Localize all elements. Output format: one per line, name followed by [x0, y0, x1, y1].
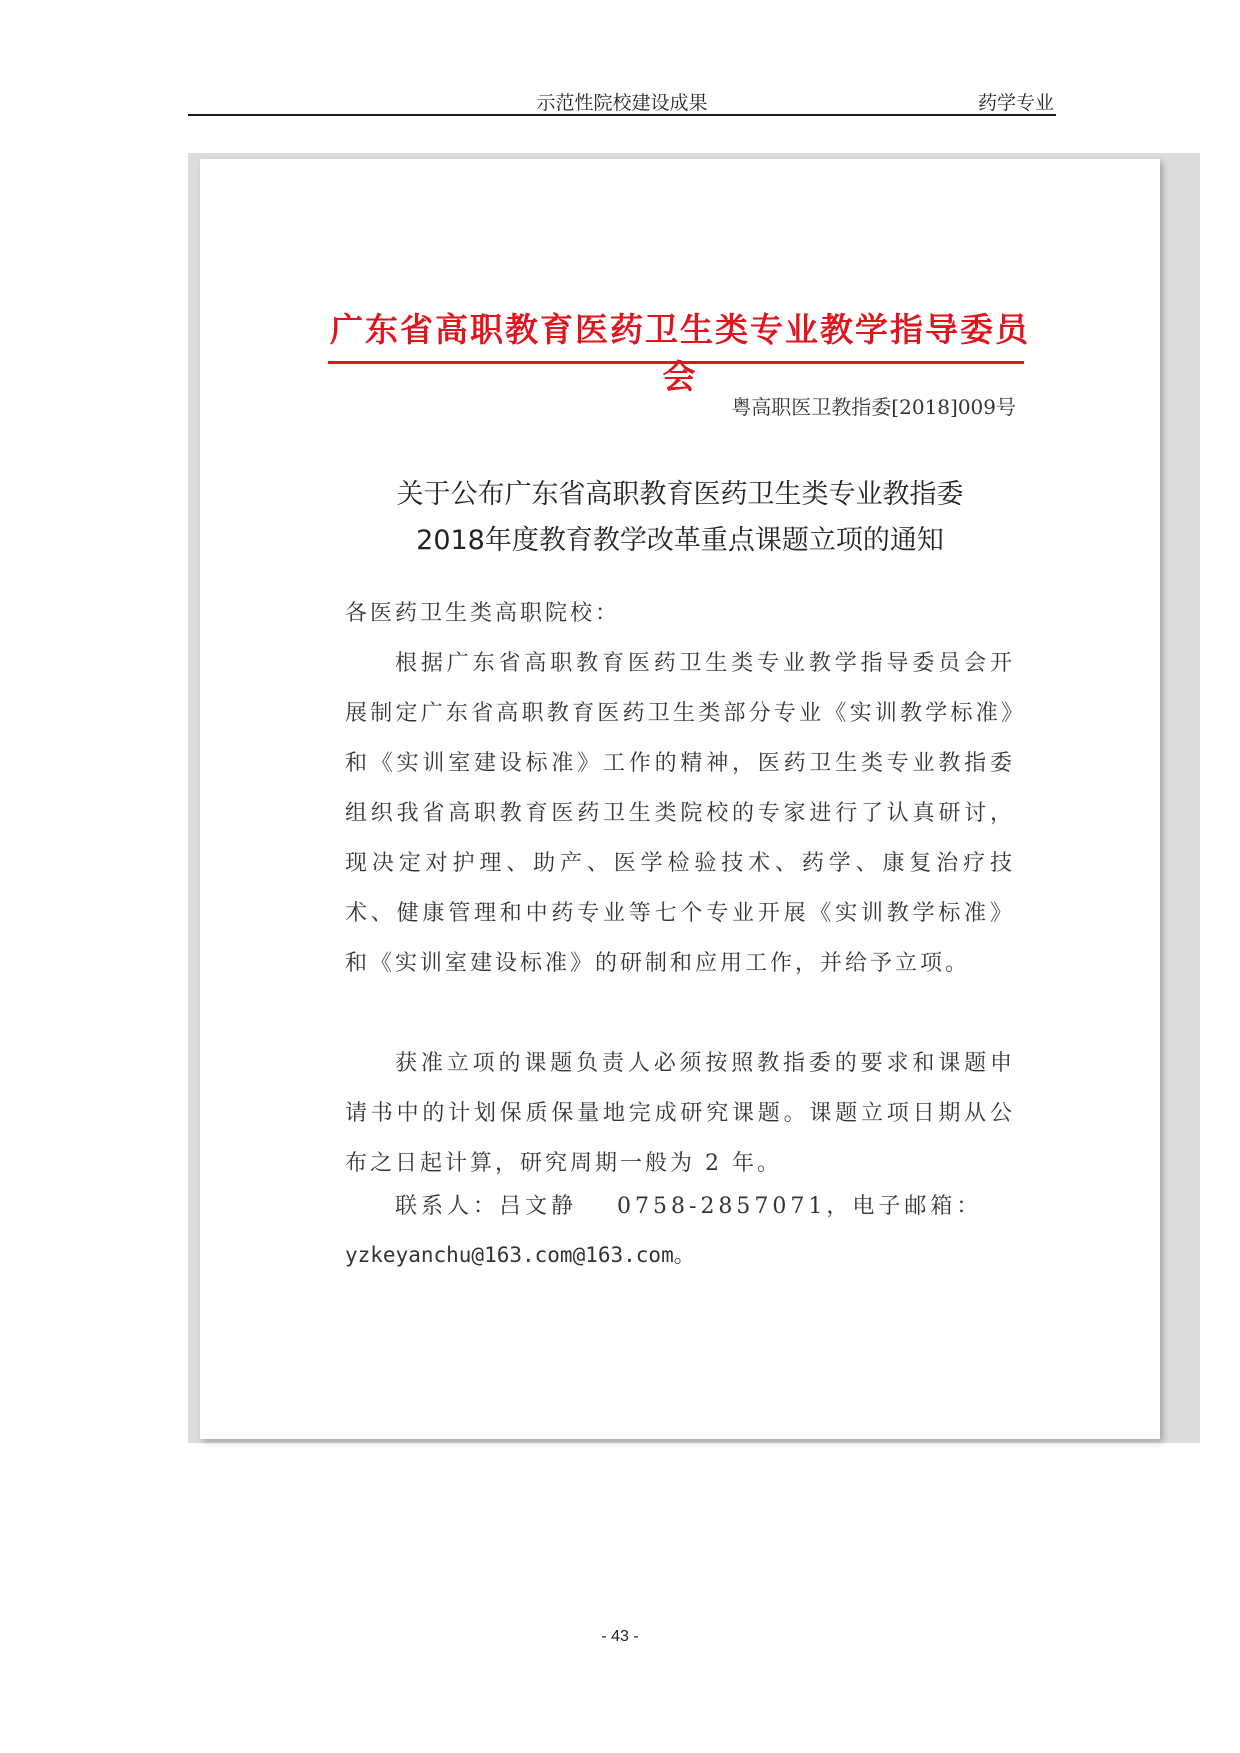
document-number: 粤高职医卫教指委[2018]009号 [731, 395, 1016, 419]
document-title-line1: 关于公布广东省高职教育医药卫生类专业教指委 [396, 479, 964, 510]
scanned-document-page [200, 159, 1160, 1439]
scanned-document-frame [188, 153, 1200, 1443]
contact-email: yzkeyanchu@163.com@163.com。 [345, 1243, 695, 1267]
letterhead-red-rule [328, 361, 1024, 364]
page-number: - 43 - [601, 1628, 639, 1645]
contact-line [395, 1189, 982, 1220]
document-title-line2: 2018年度教育教学改革重点课题立项的通知 [416, 525, 944, 556]
issuer-letterhead: 广东省高职教育医药卫生类专业教学指导委员会 [330, 310, 1030, 396]
salutation: 各医药卫生类高职院校： [345, 601, 621, 626]
contact-phone: 0758-2857071，电子邮箱： [617, 1194, 983, 1219]
contact-person: 联系人：吕文静 [395, 1194, 578, 1219]
body-paragraph-1: 根据广东省高职教育医药卫生类专业教学指导委员会开展制定广东省高职教育医药卫生类部分专业《实训教学标准》和《实训室建设标准》工作的精神，医药卫生类专业教指委组织我省高职教育医药卫生类院校的专家进行了认真研讨，现决定对护理、助产、医学检验技术、药学、康复治疗技术、健康管理和中药专业等七个专业开展《实训教学标准》和《实训室建设标准》的研制和应用工作，并给予立项。 [345, 651, 1015, 976]
body-paragraph-2: 获准立项的课题负责人必须按照教指委的要求和课题申请书中的计划保质保量地完成研究课题。课题立项日期从公布之日起计算，研究周期一般为 2 年。 [345, 1051, 1015, 1176]
running-header [188, 84, 1056, 116]
header-center-title: 示范性院校建设成果 [536, 92, 708, 114]
header-right-title: 药学专业 [977, 92, 1054, 114]
